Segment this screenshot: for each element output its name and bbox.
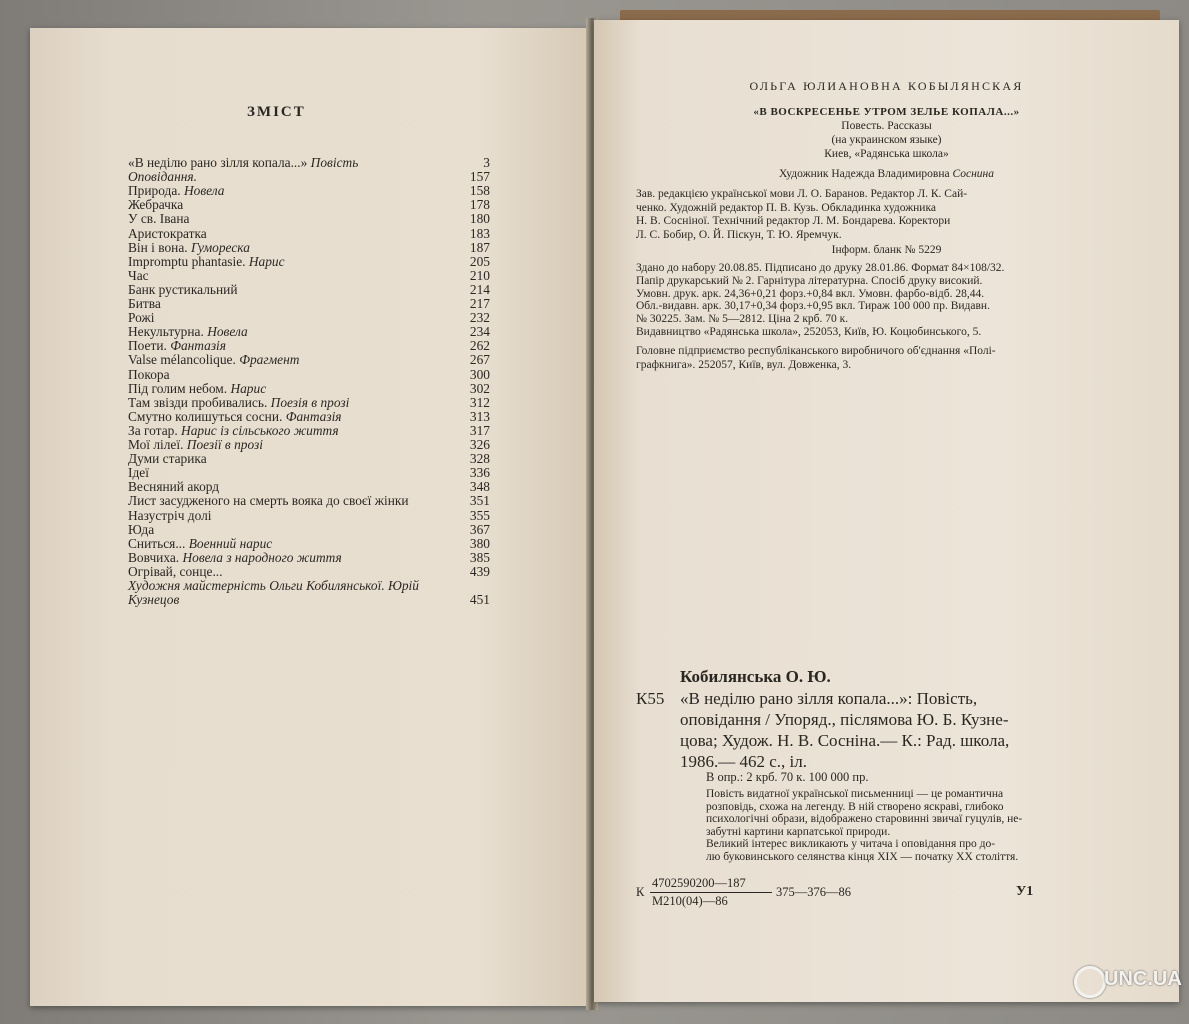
formula-tail: 375—376—86 [776, 885, 851, 899]
toc-title [128, 297, 161, 311]
print-info-line: № 30225. Зам. № 5—2812. Ціна 2 крб. 70 к. [636, 313, 849, 326]
inform-blank: Інформ. бланк № 5229 [831, 244, 942, 256]
toc-title [128, 353, 299, 367]
toc-title [128, 466, 149, 480]
print-info-line: Обл.-видавн. арк. 30,17+0,34 форз.+0,95 вкл. Тираж 100 000 пр. Видавн. [636, 300, 990, 313]
toc-title [128, 269, 149, 283]
annotation-line: розповідь, схожа на легенду. В ній створено яскраві, глибоко [706, 800, 1004, 813]
artist-ru [594, 168, 1179, 180]
language-note: (на украинском языке) [831, 134, 942, 146]
toc-subtitle: Фантазія [282, 408, 342, 424]
toc-title-text: Юда [128, 521, 155, 537]
toc-title [128, 311, 154, 325]
watermark-text: UNC.UA [1104, 968, 1182, 990]
toc-page-number: 355 [469, 507, 490, 523]
toc-subtitle: Новела [203, 324, 248, 340]
toc-title [128, 283, 237, 297]
toc-page-number: 348 [469, 479, 490, 495]
toc-page-number: 439 [469, 563, 490, 579]
annotation-line: Повість видатної української письменниці — це романтична [706, 788, 1004, 800]
toc-title [128, 579, 419, 593]
toc-title [128, 593, 179, 607]
toc-title [128, 523, 154, 537]
publisher-address: Видавництво «Радянська школа», 252053, Київ, Ю. Коцюбинського, 5. [636, 326, 982, 338]
toc-title [128, 339, 226, 353]
artist-prefix: Художник Надежда Владимировна [778, 168, 950, 180]
toc-title [128, 241, 250, 255]
toc-title [128, 156, 358, 170]
catalog-author: Кобилянська О. Ю. [680, 667, 831, 686]
toc-title-text: Природа. [128, 183, 181, 199]
print-info-line: Здано до набору 20.08.85. Підписано до друку 28.01.86. Формат 84×108/32. [636, 262, 1005, 274]
toc-title [128, 565, 223, 579]
toc-title [128, 438, 263, 452]
toc-page-number: 217 [469, 296, 490, 311]
toc-heading: ЗМІСТ [247, 104, 306, 120]
formula-numerator: 4702590200—187 [652, 876, 746, 890]
print-info-line: Папір друкарський № 2. Гарнітура літературна. Спосіб друку високий. [636, 274, 983, 287]
toc-title [128, 255, 285, 269]
toc-page-number: 313 [469, 408, 490, 424]
toc-page-number: 385 [469, 549, 490, 565]
toc-subtitle: Повість [307, 155, 359, 170]
credits-line: Зав. редакцією української мови Л. О. Баранов. Редактор Л. К. Сай- [636, 188, 968, 200]
toc-page-number: 336 [469, 465, 490, 481]
toc-title [128, 396, 349, 410]
annotation-line: лю буковинського селянства кінця XIX — початку XX століття. [706, 850, 1019, 863]
annotation-line: забутні картини карпатської природи. [706, 825, 891, 838]
toc-title [128, 537, 272, 551]
toc-page-number: 234 [469, 324, 490, 340]
toc-page-number: 300 [469, 366, 490, 382]
toc-title-text: Час [128, 267, 149, 283]
toc-subtitle: Кузнецов [128, 592, 180, 607]
formula-denominator: М210(04)—86 [652, 894, 728, 908]
toc-title-text: Покора [128, 366, 170, 382]
toc-title-text: Некультурна. [128, 324, 204, 340]
toc-title-text: Поети. [128, 338, 167, 354]
toc-subtitle: Оповідання. [128, 169, 197, 185]
toc-title [128, 382, 266, 396]
toc-title [128, 325, 248, 339]
toc-page-number: 180 [469, 211, 490, 227]
toc-page-number: 210 [469, 267, 490, 283]
watermark-gear-icon [1074, 966, 1106, 998]
catalog-line: оповідання / Упоряд., післямова Ю. Б. Кузне- [680, 710, 1009, 729]
toc-title-text: У св. Івана [128, 211, 190, 227]
toc-title-text: Мої лілеї. [128, 437, 184, 452]
toc-page-number: 183 [469, 225, 490, 241]
catalog-line: цова; Худож. Н. В. Сосніна.— К.: Рад. школа, [680, 731, 1010, 750]
toc-page-number: 214 [469, 281, 490, 297]
toc-subtitle: Фрагмент [235, 352, 300, 368]
toc-page-number: 267 [469, 352, 490, 368]
author-ru: ОЛЬГА ЮЛИАНОВНА КОБЫЛЯНСКАЯ [749, 79, 1024, 93]
printer-line: Головне підприємство республіканського виробничого об'єднання «Полі- [636, 345, 996, 357]
toc-title [128, 551, 342, 565]
annotation-line: Великий інтерес викликають у читача і оповідання про до- [706, 838, 996, 850]
toc-subtitle: Новела [180, 183, 225, 199]
toc-title-text: Думи старика [128, 451, 207, 467]
artist-name: Соснина [952, 168, 995, 180]
toc-page-number: 367 [469, 521, 490, 537]
toc-page-number: 351 [469, 493, 490, 509]
printer-line: графкнига». 252057, Київ, вул. Довженка, 3. [636, 358, 852, 371]
credits-line: ченко. Художній редактор П. В. Кузь. Обкладинка художника [636, 201, 936, 214]
toc-title [128, 198, 183, 212]
catalog-code: К55 [636, 689, 665, 708]
title-ru: «В ВОСКРЕСЕНЬЕ УТРОМ ЗЕЛЬЕ КОПАЛА...» [753, 106, 1020, 118]
toc-subtitle: Новела з народного життя [179, 549, 342, 565]
catalog-line: 1986.— 462 с., іл. [680, 752, 808, 771]
toc-page-number: 328 [469, 451, 490, 467]
toc-title-text: Смутно колишуться сосни. [128, 408, 283, 424]
print-info-line: Умовн. друк. арк. 24,36+0,21 форз.+0,84 вкл. Умовн. фарбо-відб. 28,44. [636, 287, 985, 300]
toc-subtitle: Гумореска [187, 239, 250, 255]
toc-title-text: Лист засудженого на смерть вояка до своєї жінки [128, 493, 409, 509]
toc-title-text: Вовчиха. [128, 549, 180, 565]
credits-line: Н. В. Сосніної. Технічний редактор Л. М. Бондарева. Коректори [636, 215, 951, 227]
toc-title [128, 184, 224, 198]
subtitle-ru: Повесть. Рассказы [841, 120, 932, 132]
toc-title [128, 509, 212, 523]
toc-subtitle: Военний нарис [185, 535, 273, 551]
toc-page-number: 380 [469, 535, 490, 551]
annotation-line: психологічні образи, відображено старовинні звичаї гуцулів, не- [706, 813, 1023, 825]
toc-page-number: 187 [469, 239, 490, 255]
toc-title [128, 368, 170, 382]
toc-page-number: 205 [469, 253, 490, 269]
catalog-price: В опр.: 2 крб. 70 к. 100 000 пр. [706, 770, 869, 784]
toc-title-text: Жебрачка [128, 197, 184, 213]
toc-title [128, 212, 189, 226]
toc-title [128, 452, 207, 466]
credits-line: Л. С. Бобир, О. Й. Піскун, Т. Ю. Яремчук. [636, 228, 842, 241]
toc-page-number: 232 [469, 310, 490, 326]
toc-title-text: За готар. [128, 422, 178, 438]
toc-title-text: Назустріч долі [128, 507, 212, 523]
toc-title [128, 227, 207, 241]
toc-title-text: Рожі [128, 310, 155, 326]
toc-page-number: 262 [469, 338, 490, 354]
toc-title-text: Valse mélancolique. [128, 352, 236, 368]
toc-subtitle: Нарис [245, 253, 285, 269]
toc-title-text: Банк рустикальний [128, 281, 238, 297]
toc-subtitle: Поезія в прозі [267, 394, 350, 410]
toc-subtitle: Художня майстерність Ольги Кобилянської. Юрій [128, 578, 419, 593]
toc-title-text: Огрівай, сонце... [128, 563, 223, 579]
city-publisher-ru: Киев, «Радянська школа» [824, 148, 949, 160]
catalog-line: «В неділю рано зілля копала...»: Повість, [680, 689, 978, 708]
toc-page-number: 178 [469, 197, 490, 213]
toc-page-number: 158 [469, 183, 490, 199]
toc-title-text: «В неділю рано зілля копала...» [128, 155, 308, 170]
toc-title-text: Аристократка [128, 225, 207, 241]
toc-title [128, 424, 339, 438]
toc-title [128, 410, 342, 424]
toc-title-text: Сниться... [128, 535, 186, 551]
toc-title-text: Він і вона. [128, 239, 188, 255]
formula-k: К [636, 885, 645, 899]
toc-title [128, 170, 197, 184]
toc-title [128, 480, 219, 494]
toc-subtitle: Поезії в прозі [183, 437, 263, 452]
toc-page-number: 317 [469, 422, 490, 438]
toc-page-number: 326 [469, 437, 490, 452]
udc-code: У1 [1016, 884, 1034, 899]
toc-subtitle: Фантазія [166, 338, 226, 354]
toc-page-number: 3 [483, 155, 490, 170]
toc-title-text: Impromptu phantasie. [128, 253, 246, 269]
left-page [30, 28, 590, 1006]
toc-subtitle: Нарис із сільського життя [177, 422, 339, 438]
toc-title-text: Весняний акорд [128, 479, 220, 495]
toc-title [128, 494, 409, 508]
toc-page-number: 312 [469, 394, 490, 410]
toc-page-number: 157 [469, 169, 490, 185]
toc-page-number: 302 [469, 380, 490, 396]
toc-title-text: Ідеї [128, 465, 149, 481]
toc-title-text: Під голим небом. [128, 380, 228, 396]
fraction-bar [650, 892, 772, 893]
toc-title-text: Там звізди пробивались. [128, 394, 268, 410]
toc-subtitle: Нарис [227, 380, 267, 396]
toc-title-text: Битва [128, 296, 161, 311]
toc-page-number: 451 [469, 592, 490, 607]
